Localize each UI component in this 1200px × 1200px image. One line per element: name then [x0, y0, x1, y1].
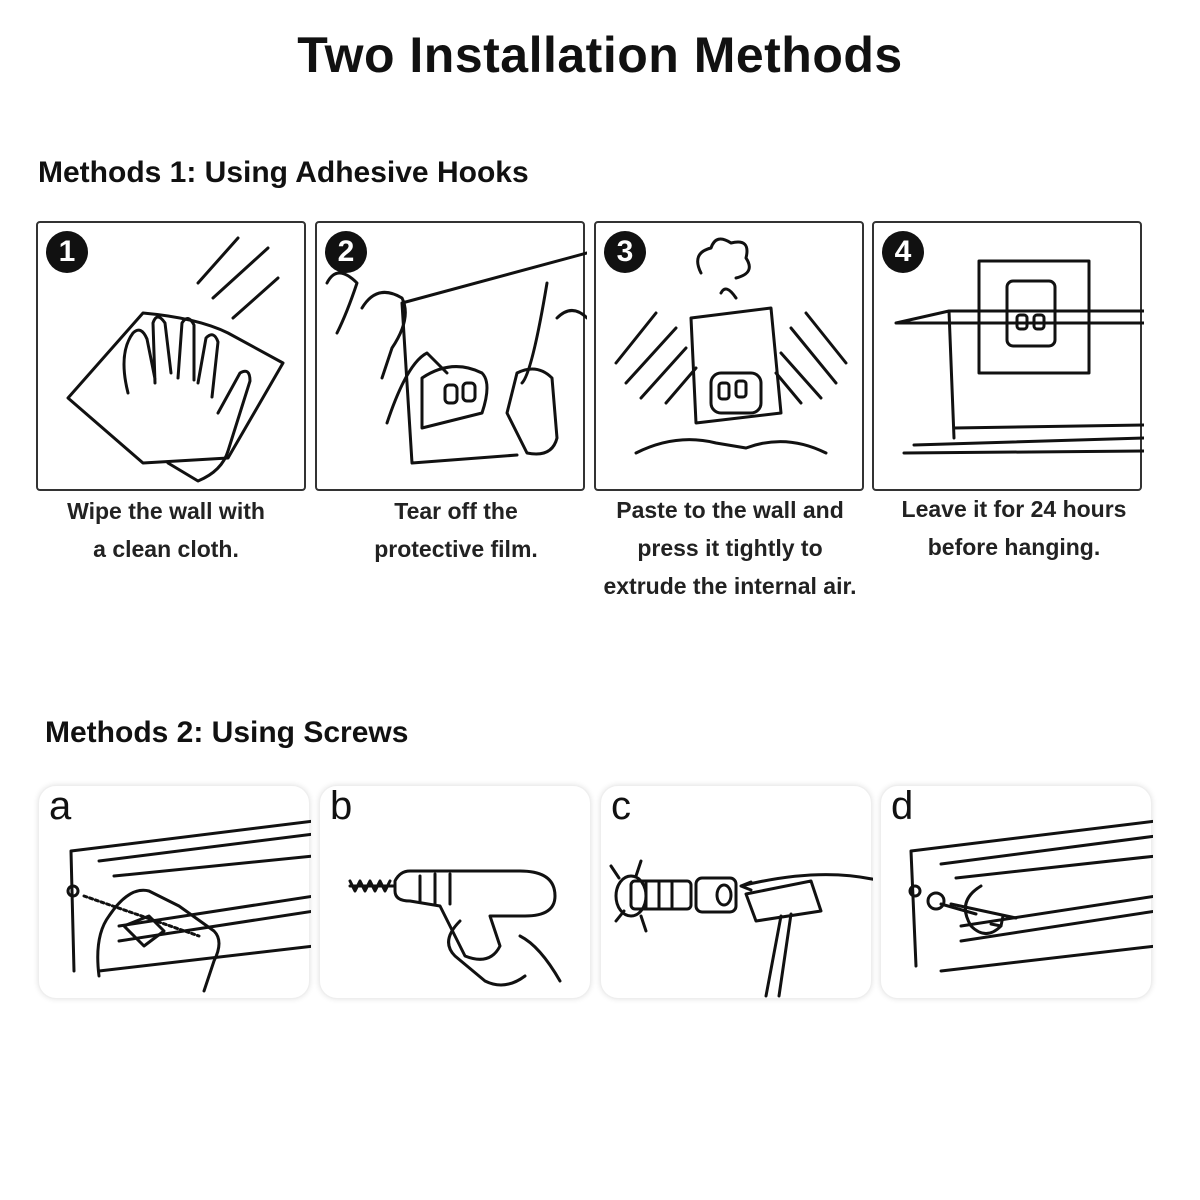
caption-line: Leave it for 24 hours: [901, 496, 1127, 522]
screw-step-c-letter: c: [611, 784, 631, 828]
hammer-anchor-icon: [601, 786, 873, 1000]
step-1-panel: [36, 221, 306, 491]
step-3-caption: [585, 491, 875, 605]
mark-position-icon: [39, 786, 311, 1000]
method1-heading: Methods 1: Using Adhesive Hooks: [38, 156, 529, 189]
caption-line: extrude the internal air.: [603, 573, 857, 599]
caption-line: Wipe the wall with: [67, 498, 265, 524]
screw-step-b-letter: b: [330, 784, 353, 828]
step-2-panel: [315, 221, 585, 491]
caption-line: press it tightly to: [637, 535, 823, 561]
screw-step-c-panel: [600, 785, 872, 999]
screw-shelf-icon: [881, 786, 1153, 1000]
screw-step-a-letter: a: [49, 784, 72, 828]
page-title: Two Installation Methods: [297, 27, 903, 83]
caption-line: Paste to the wall and: [616, 497, 844, 523]
caption-line: Tear off the: [394, 498, 518, 524]
screw-step-a-panel: [38, 785, 310, 999]
caption-line: protective film.: [374, 536, 538, 562]
screw-step-d-panel: [880, 785, 1152, 999]
screw-step-d-letter: d: [891, 784, 914, 828]
step-4-caption: [869, 490, 1159, 566]
step-4-number: 4: [882, 231, 924, 273]
screw-step-b-panel: [319, 785, 591, 999]
method2-heading: Methods 2: Using Screws: [45, 716, 409, 749]
step-2-number: 2: [325, 231, 367, 273]
drill-icon: [320, 786, 592, 1000]
caption-line: a clean cloth.: [93, 536, 239, 562]
step-1-number: 1: [46, 231, 88, 273]
step-3-number: 3: [604, 231, 646, 273]
step-1-caption: [21, 492, 311, 568]
step-3-panel: [594, 221, 864, 491]
step-4-panel: [872, 221, 1142, 491]
caption-line: before hanging.: [927, 534, 1101, 560]
step-2-caption: [311, 492, 601, 568]
